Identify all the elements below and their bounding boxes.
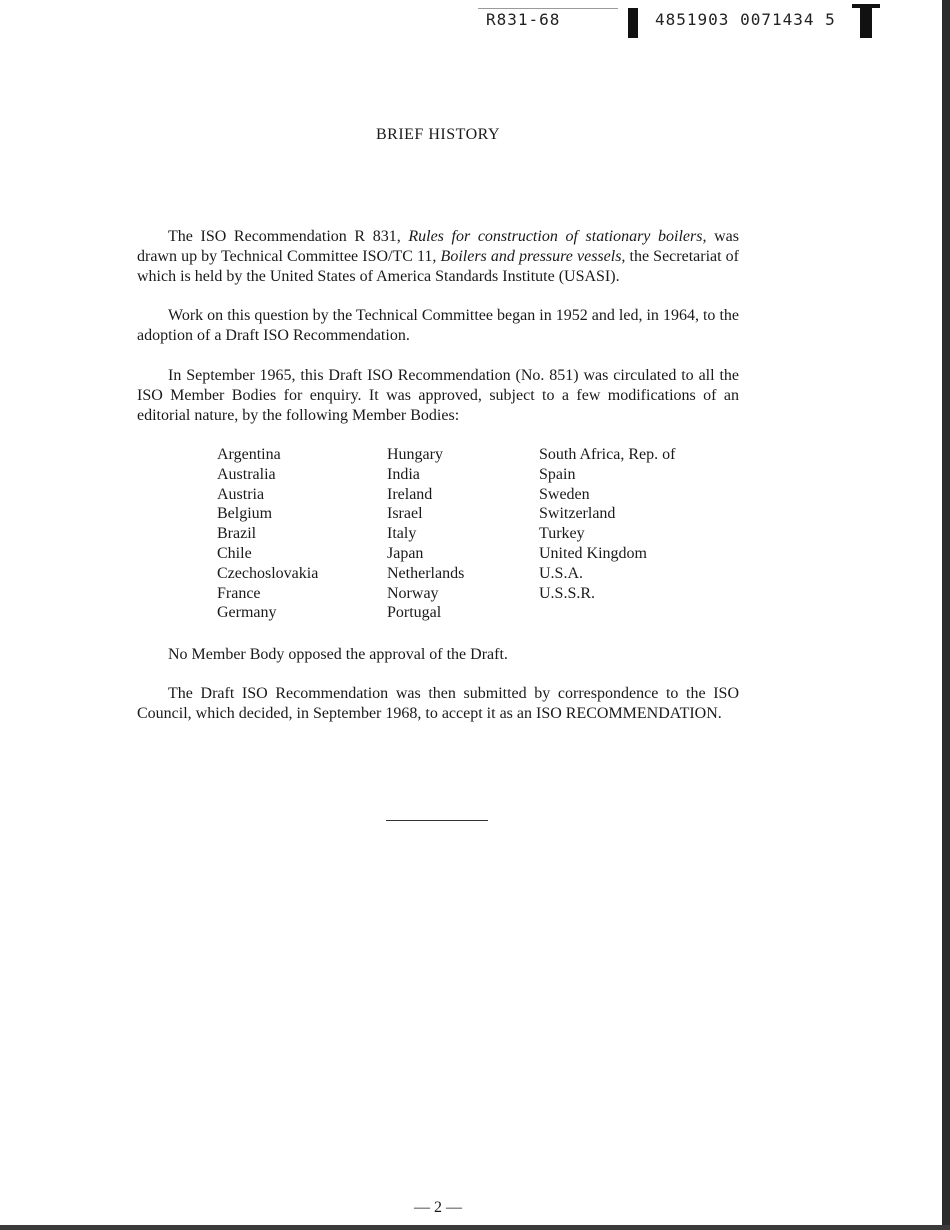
list-item: France bbox=[217, 584, 261, 602]
list-item: Switzerland bbox=[539, 505, 616, 523]
catalog-number: 4851903 0071434 5 bbox=[655, 10, 836, 29]
scan-edge-right bbox=[942, 0, 950, 1230]
list-item: United Kingdom bbox=[539, 544, 647, 562]
list-item: Netherlands bbox=[387, 564, 465, 582]
standard-title: Rules for construction of stationary boilers, bbox=[408, 228, 707, 245]
paragraph-origin-text-3: the Secretariat of which is held by the United States of America Standards Institute (USASI). bbox=[137, 248, 739, 285]
barcode-mark-left bbox=[628, 8, 638, 38]
list-item: Australia bbox=[217, 465, 276, 483]
end-divider bbox=[386, 820, 488, 821]
list-item: South Africa, Rep. of bbox=[539, 446, 676, 463]
list-item: U.S.A. bbox=[539, 564, 584, 582]
list-item: Czechoslovakia bbox=[217, 564, 319, 582]
list-item: Brazil bbox=[217, 525, 257, 543]
page-number: — 2 — bbox=[414, 1199, 462, 1216]
paragraph-origin-text-2: was drawn up by Technical Committee ISO/TC 11, bbox=[137, 228, 739, 265]
member-bodies-list bbox=[217, 445, 739, 623]
scan-edge-bottom bbox=[0, 1225, 950, 1230]
member-column-2 bbox=[387, 445, 539, 623]
paragraph-work: Work on this question by the Technical Committee began in 1952 and led, in 1964, to the adoption of a Draft ISO Recommendation. bbox=[137, 307, 739, 344]
list-item: Sweden bbox=[539, 485, 590, 503]
list-item: Israel bbox=[387, 505, 423, 523]
list-item: Japan bbox=[387, 544, 424, 562]
list-item: Argentina bbox=[217, 446, 281, 463]
committee-title: Boilers and pressure vessels, bbox=[440, 248, 626, 265]
member-column-1 bbox=[217, 445, 387, 623]
document-code: R831-68 bbox=[486, 10, 561, 29]
header-rule bbox=[478, 8, 618, 9]
paragraph-council-decision: The Draft ISO Recommendation was then submitted by correspondence to the ISO Council, which decided, in September 1968, to accept it as an ISO RECOMMENDATION. bbox=[137, 685, 739, 722]
paragraph-no-opposition: No Member Body opposed the approval of the Draft. bbox=[168, 646, 508, 663]
member-column-3 bbox=[539, 445, 739, 623]
list-item: Austria bbox=[217, 485, 265, 503]
paragraph-origin-text-1: The ISO Recommendation R 831, bbox=[168, 228, 409, 245]
list-item: Chile bbox=[217, 544, 252, 562]
list-item: Italy bbox=[387, 525, 417, 543]
list-item: Ireland bbox=[387, 485, 433, 503]
list-item: U.S.S.R. bbox=[539, 584, 596, 602]
paragraph-origin bbox=[137, 227, 739, 287]
list-item: Spain bbox=[539, 465, 576, 483]
page-title: BRIEF HISTORY bbox=[375, 126, 500, 143]
list-item: Hungary bbox=[387, 446, 443, 463]
paragraph-enquiry: In September 1965, this Draft ISO Recommendation (No. 851) was circulated to all the ISO Member Bodies for enquiry. It was approved, subject to a few modifications of an editorial nature, by the following Member Bodies: bbox=[137, 367, 739, 424]
list-item: Germany bbox=[217, 604, 277, 622]
list-item: Belgium bbox=[217, 505, 273, 523]
list-item: Portugal bbox=[387, 604, 442, 622]
list-item: Norway bbox=[387, 584, 439, 602]
list-item: Turkey bbox=[539, 525, 585, 543]
barcode-mark-right bbox=[860, 4, 872, 38]
list-item: India bbox=[387, 465, 420, 483]
